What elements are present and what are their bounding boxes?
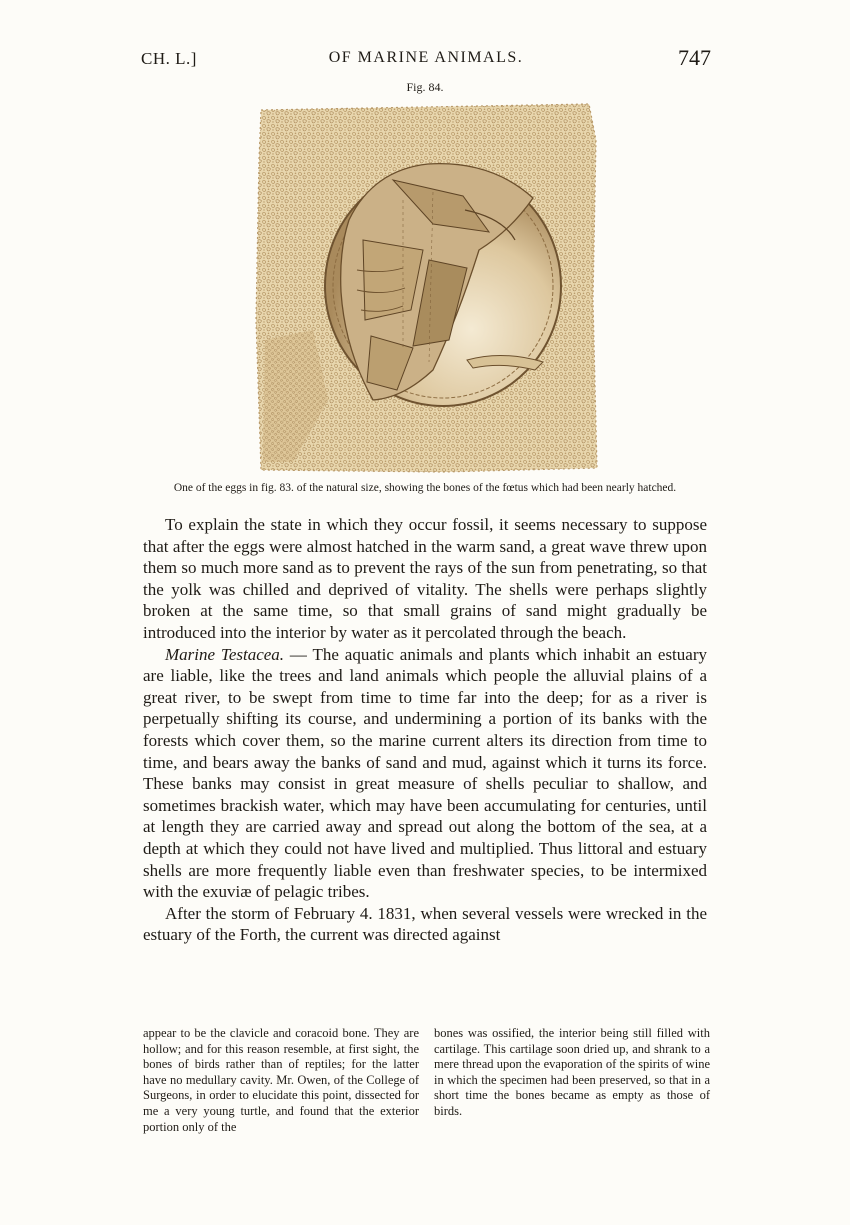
paragraph-storm: After the storm of February 4. 1831, when several vessels were wrecked in the estuary of the Forth, the current was directed against — [143, 903, 707, 945]
running-title: OF MARINE ANIMALS. — [328, 49, 524, 66]
paragraph-marine-testacea — [143, 644, 707, 903]
running-header — [141, 47, 711, 75]
section-heading-marine-testacea: Marine Testacea. — [165, 644, 285, 664]
figure-label: Fig. 84. — [406, 80, 444, 94]
figure-caption: One of the eggs in fig. 83. of the natural size, showing the bones of the fœtus which had been nearly hatched. — [173, 482, 677, 494]
paragraph-marine-testacea-text: — The aquatic animals and plants which inhabit an estuary are liable, like the trees and land animals which people the alluvial plains of a great river, to be swept from time to time far into the deep; for as a river is perpetually shifting its course, and undermining a portion of its banks with the forests which cover them, so the marine current alters its direction from time to time, and bears away the banks of sand and mud, against which it turns its force. These banks may consist in great measure of shells peculiar to shallow, and sometimes brackish water, which may have been accumulating for centuries, until at length they are carried away and spread out along the bottom of the sea, at a depth at which they could not have lived and multiplied. Thus littoral and estuary shells are more frequently liable even than freshwater species, to be intermixed with the exuviæ of pelagic tribes. — [143, 644, 707, 902]
main-text — [143, 514, 707, 946]
footnote-left-column: appear to be the clavicle and coracoid bone. They are hollow; and for this reason resemble, at first sight, the bones of birds rather than of reptiles; for the latter have no medullary cavity. Mr. Owen, of the College of Surgeons, in order to elucidate this point, dissected for me a very young turtle, and found that the exterior portion only of the — [143, 1026, 419, 1134]
footnote-right-column: bones was ossified, the interior being still filled with cartilage. This cartilage soon dried up, and shrank to a mere thread upon the evaporation of the spirits of wine in which the specimen had been preserved, so that in a short time the bones became as empty as those of birds. — [434, 1026, 710, 1118]
paragraph-fossil-eggs: To explain the state in which they occur fossil, it seems necessary to suppose that after the eggs were almost hatched in the warm sand, a great wave threw upon them so much more sand as to prevent the rays of the sun from penetrating, so that the yolk was chilled and deprived of vitality. The shells were perhaps slightly broken at the same time, so that small grains of sand might gradually be introduced into the interior by water as it percolated through the beach. — [143, 515, 707, 642]
fossil-egg-illustration — [253, 100, 599, 476]
chapter-label: CH. L.] — [141, 49, 197, 68]
page-number: 747 — [678, 45, 711, 70]
